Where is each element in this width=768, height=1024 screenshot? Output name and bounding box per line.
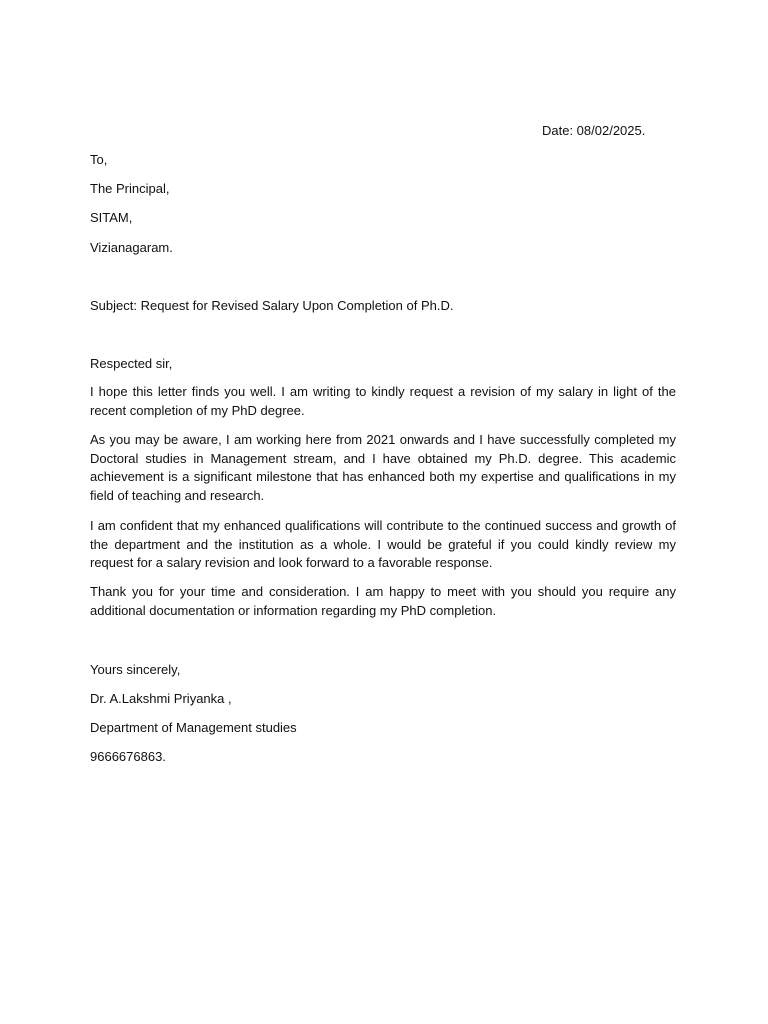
salutation: Respected sir, [90,356,173,371]
recipient-title: The Principal, [90,181,170,196]
body-paragraph-4: Thank you for your time and consideration. I am happy to meet with you should you require any additional documentation or information regarding my PhD completion. [90,584,676,618]
body-paragraph-3: I am confident that my enhanced qualifications will contribute to the continued success and growth of the department and the institution as a whole. I would be grateful if you could kindly review my request for a salary revision and look forward to a favorable response. [90,518,676,571]
signatory-department: Department of Management studies [90,720,297,735]
closing: Yours sincerely, [90,662,181,677]
to-line: To, [90,152,108,167]
body-paragraph-2: As you may be aware, I am working here from 2021 onwards and I have successfully completed my Doctoral studies in Management stream, and I have obtained my Ph.D. degree. This academic achievement is a significant milestone that has enhanced both my expertise and qualifications in my field of teaching and research. [90,432,676,504]
recipient-institution: SITAM, [90,210,133,225]
letter-date: Date: 08/02/2025. [542,123,646,138]
body-paragraph-1: I hope this letter finds you well. I am writing to kindly request a revision of my salary in light of the recent completion of my PhD degree. [90,384,676,418]
signatory-name: Dr. A.Lakshmi Priyanka , [90,691,232,706]
signatory-phone: 9666676863. [90,749,166,764]
recipient-city: Vizianagaram. [90,240,173,255]
subject-line: Subject: Request for Revised Salary Upon Completion of Ph.D. [90,298,454,313]
